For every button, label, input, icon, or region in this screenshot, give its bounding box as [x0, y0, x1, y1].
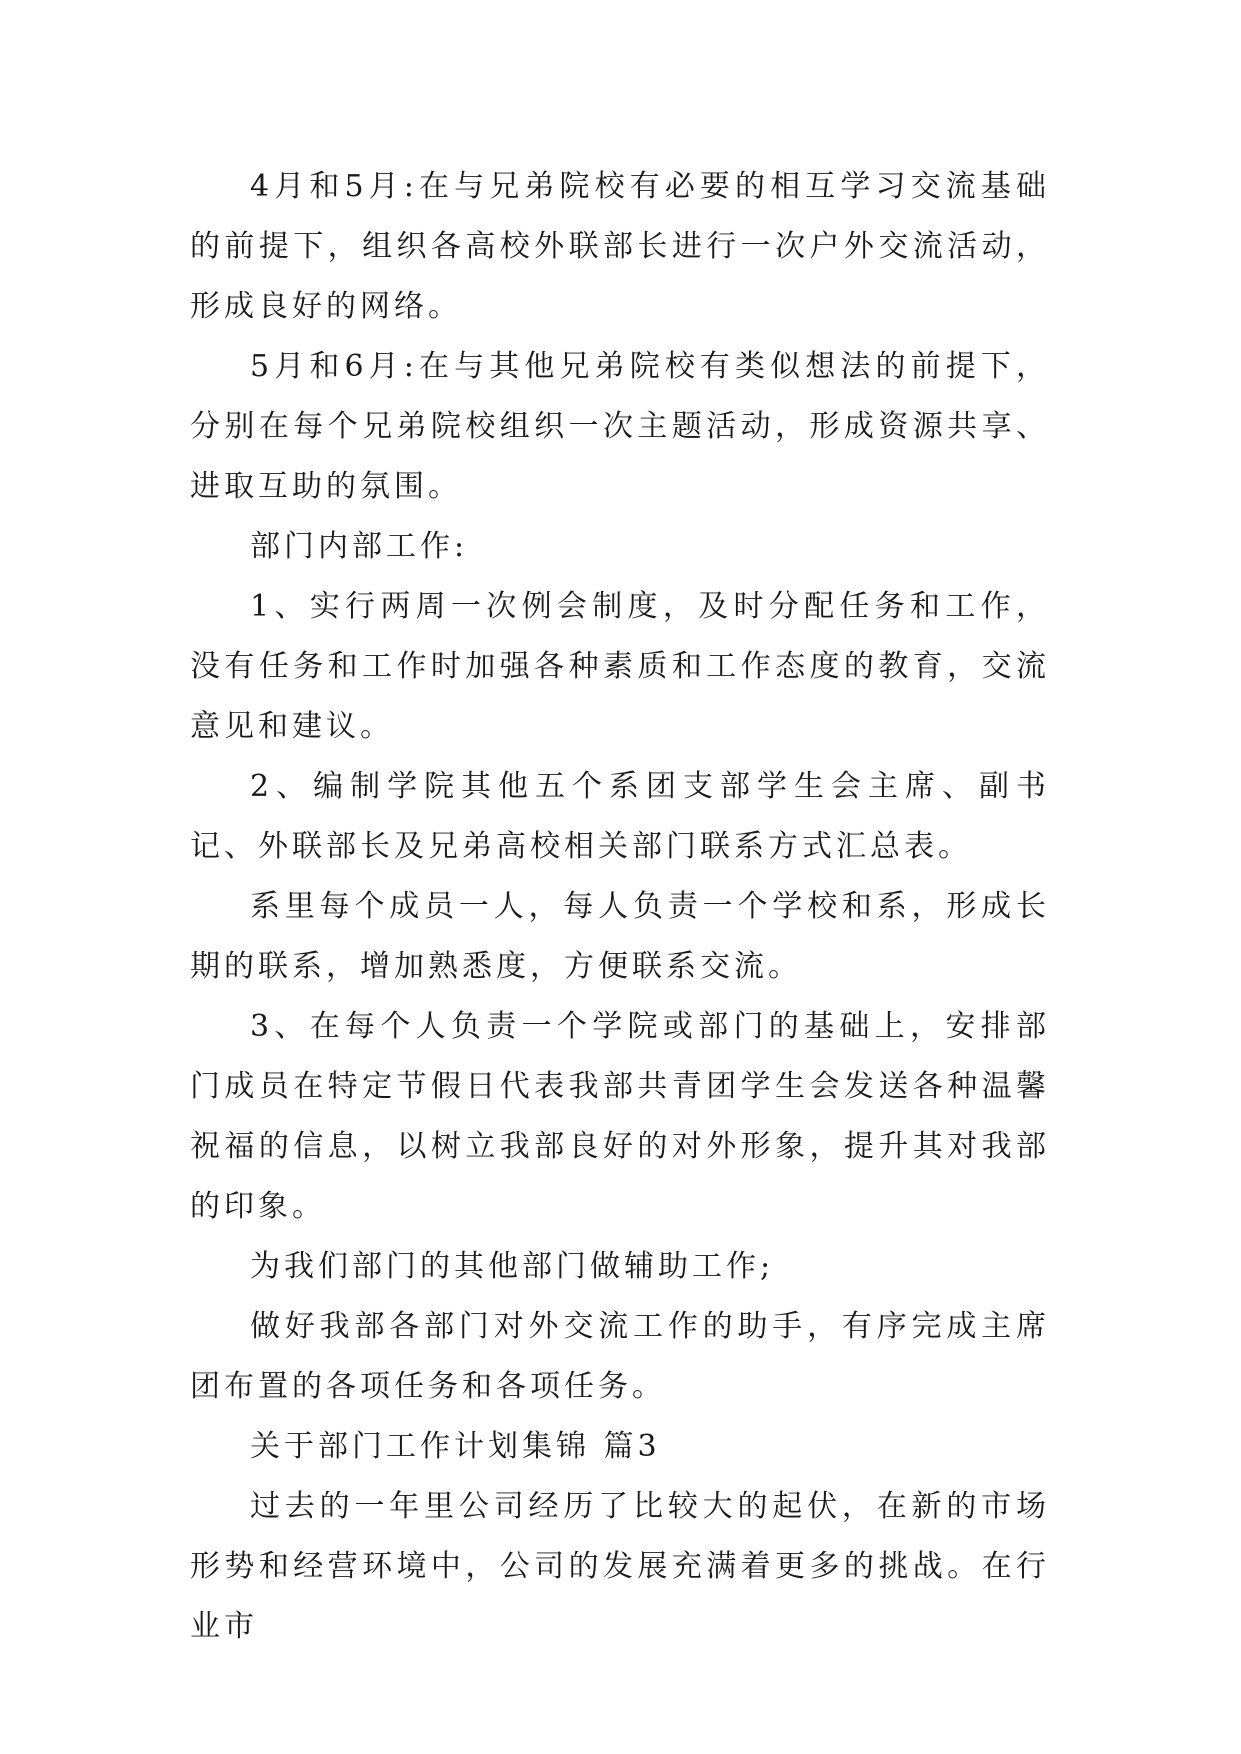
paragraph-item-2: 2、编制学院其他五个系团支部学生会主席、副书记、外联部长及兄弟高校相关部门联系方式汇总表。 [190, 769, 1050, 864]
paragraph-schedule-may-jun: 5月和6月:在与其他兄弟院校有类似想法的前提下，分别在每个兄弟院校组织一次主题活动，形成资源共享、进取互助的氛围。 [190, 349, 1050, 504]
paragraph-schedule-apr-may: 4月和5月:在与兄弟院校有必要的相互学习交流基础的前提下，组织各高校外联部长进行一次户外交流活动，形成良好的网络。 [190, 169, 1050, 324]
paragraph-item-3: 3、在每个人负责一个学院或部门的基础上，安排部门成员在特定节假日代表我部共青团学生会发送各种温馨祝福的信息，以树立我部良好的对外形象，提升其对我部的印象。 [190, 1009, 1050, 1224]
paragraph-internal-work-heading: 部门内部工作: [250, 529, 469, 564]
section-heading-part-3: 关于部门工作计划集锦 篇3 [250, 1429, 661, 1464]
paragraph-assistant-role: 做好我部各部门对外交流工作的助手，有序完成主席团布置的各项任务和各项任务。 [190, 1309, 1050, 1404]
paragraph-member-assignment: 系里每个成员一人，每人负责一个学校和系，形成长期的联系，增加熟悉度，方便联系交流。 [190, 889, 1050, 984]
paragraph-item-1: 1、实行两周一次例会制度，及时分配任务和工作，没有任务和工作时加强各种素质和工作态度的教育，交流意见和建议。 [190, 589, 1050, 744]
paragraph-company-review: 过去的一年里公司经历了比较大的起伏，在新的市场形势和经营环境中，公司的发展充满着更多的挑战。在行业市 [190, 1489, 1050, 1644]
document-body [190, 157, 1050, 1657]
paragraph-assist-other-depts: 为我们部门的其他部门做辅助工作; [250, 1249, 775, 1284]
